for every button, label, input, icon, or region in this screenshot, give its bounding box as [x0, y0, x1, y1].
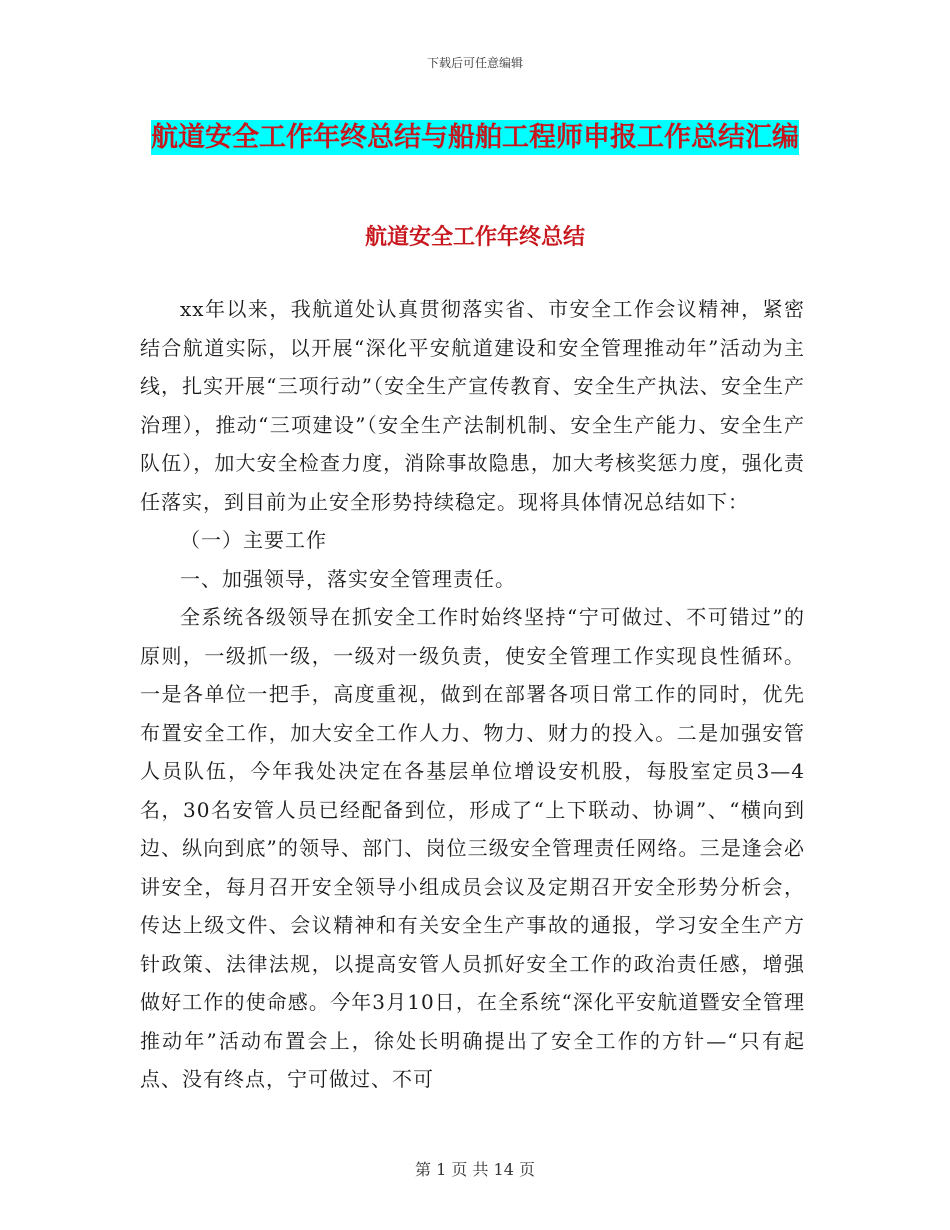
paragraph-heading-main-work: （一）主要工作 [180, 528, 327, 552]
paragraph-intro: xx年以来，我航道处认真贯彻落实省、市安全工作会议精神，紧密结合航道实际，以开展“深化平安航道建设和安全管理推动年”活动为主线，扎实开展“三项行动”（安全生产宣传教育、安全生产执法、安全生产治理），推动“三项建设”（安全生产法制机制、安全生产能力、安全生产队伍），加大安全检查力度，消除事故隐患，加大考核奖惩力度，强化责任落实，到目前为止安全形势持续稳定。现将具体情况总结如下： [140, 297, 805, 514]
page-footer-pagination: 第 1 页 共 14 页 [415, 1160, 535, 1179]
section-title: 航道安全工作年终总结 [364, 225, 585, 250]
document-title-text: 航道安全工作年终总结与船舶工程师申报工作总结汇编 [151, 122, 799, 153]
document-title [120, 112, 830, 164]
paragraph-heading-leadership: 一、加强领导，落实安全管理责任。 [180, 566, 516, 591]
document-body [140, 290, 805, 1099]
paragraph-leadership-detail: 全系统各级领导在抓安全工作时始终坚持“宁可做过、不可错过”的原则，一级抓一级，一级对一级负责，使安全管理工作实现良性循环。一是各单位一把手，高度重视，做到在部署各项日常工作的同时，优先布置安全工作，加大安全工作人力、物力、财力的投入。二是加强安管人员队伍，今年我处决定在各基层单位增设安机股，每股室定员3—4名，30名安管人员已经配备到位，形成了“上下联动、协调”、“横向到边、纵向到底”的领导、部门、岗位三级安全管理责任网络。三是逢会必讲安全，每月召开安全领导小组成员会议及定期召开安全形势分析会，传达上级文件、会议精神和有关安全生产事故的通报，学习安全生产方针政策、法律法规，以提高安管人员抓好安全工作的政治责任感，增强做好工作的使命感。今年3月10日，在全系统“深化平安航道暨安全管理推动年”活动布置会上，徐处长明确提出了安全工作的方针—“只有起点、没有终点，宁可做过、不可 [140, 605, 805, 1091]
page-header-note: 下载后可任意编辑 [426, 56, 523, 70]
